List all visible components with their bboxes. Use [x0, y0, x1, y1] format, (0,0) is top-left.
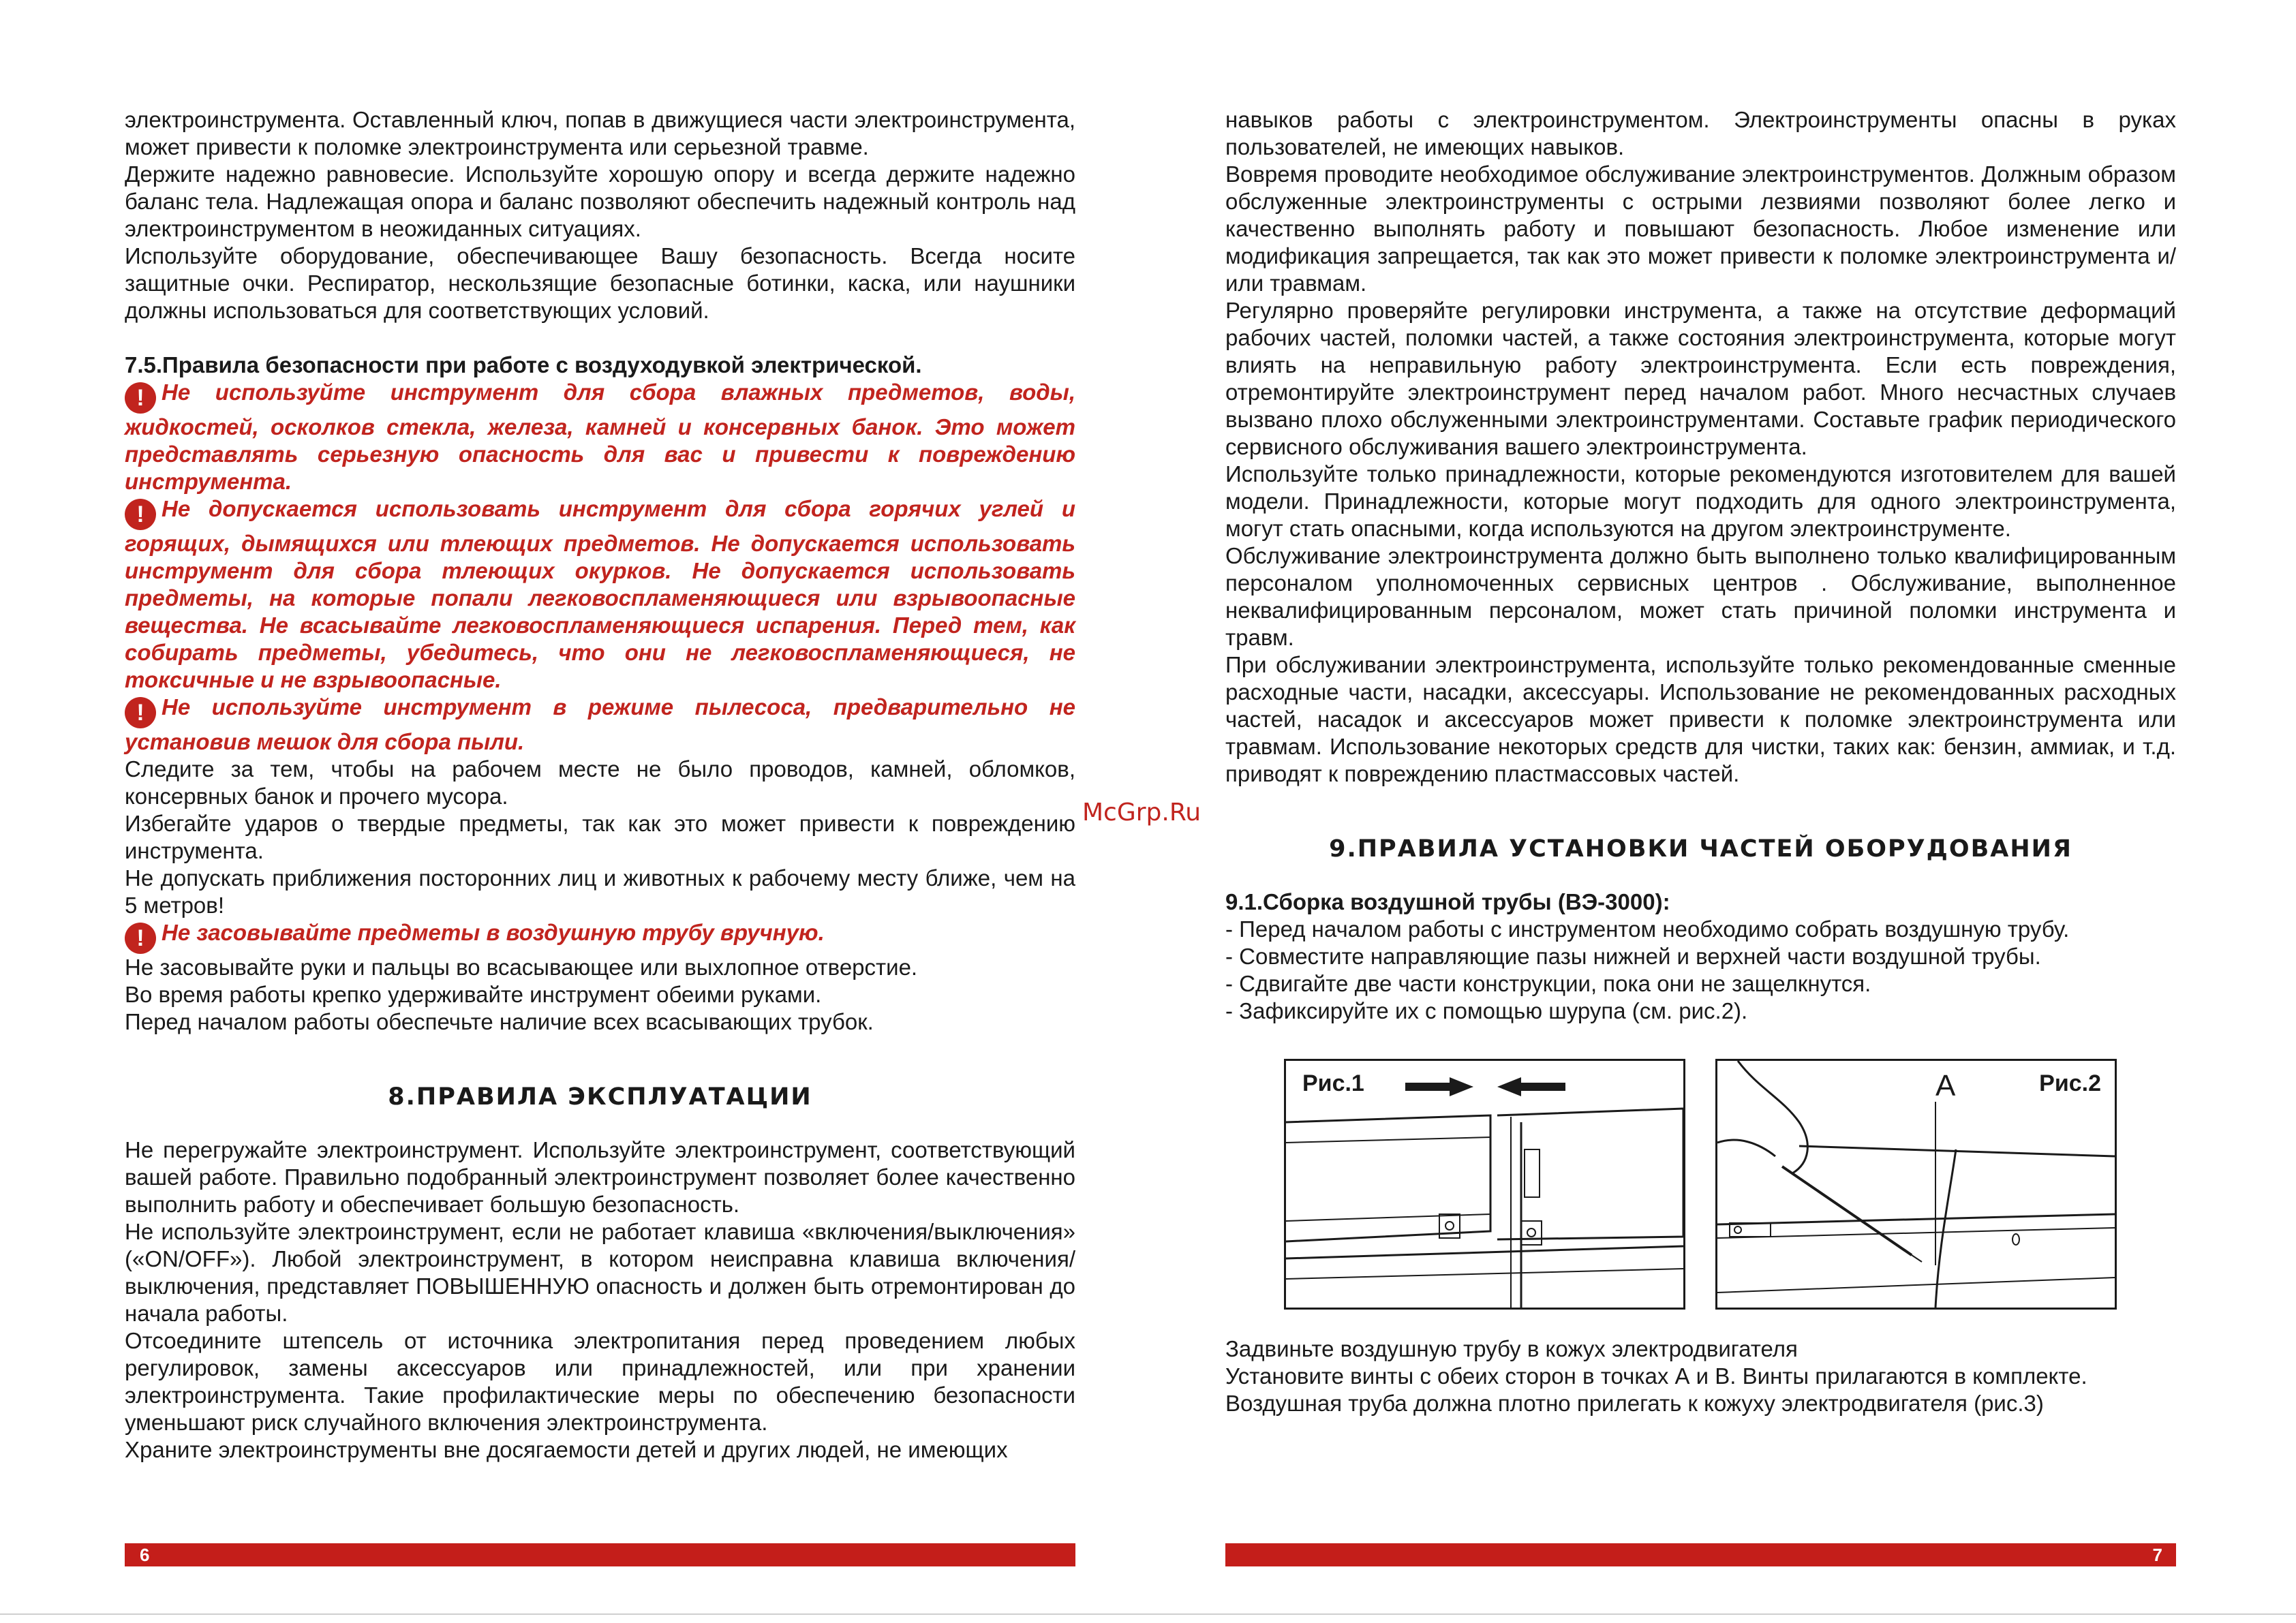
- caption-line: Задвиньте воздушную трубу в кожух электродвигателя: [1225, 1336, 1798, 1361]
- paragraph: Не засовывайте руки и пальцы во всасывающее или выхлопное отверстие.: [125, 955, 918, 980]
- list-item: - Совместите направляющие пазы нижней и верхней части воздушной трубы.: [1225, 944, 2041, 969]
- figure-2-point-label: А: [1935, 1069, 1956, 1102]
- right-page-content: [1225, 106, 2176, 1417]
- exclamation-circle-icon: !: [125, 697, 156, 728]
- footer-bar-right: [1225, 1543, 2176, 1566]
- paragraph: Держите надежно равновесие. Используйте хорошую опору и всегда держите надежно баланс тела. Надлежащая опора и баланс позволяют обеспечить надежный контроль над электроинструментом в неожиданных ситуациях.: [125, 161, 1075, 241]
- paragraph: Обслуживание электроинструмента должно быть выполнено только квалифицированным персоналом уполномоченных сервисных центров . Обслуживание, выполненное неквалифицированным персоналом, может стать причиной поломки инструмента и травм.: [1225, 543, 2176, 650]
- exclamation-circle-icon: !: [125, 382, 156, 414]
- paragraph: Не допускать приближения посторонних лиц и животных к рабочему месту ближе, чем на 5 метров!: [125, 865, 1075, 918]
- left-page-content: [125, 106, 1075, 1464]
- paragraph: Используйте только принадлежности, которые рекомендуются изготовителем для вашей модели. Принадлежности, которые могут подходить для одного электроинструмента, могут стать опасными, когда используются на другом электроинструменте.: [1225, 461, 2176, 541]
- warning-text: Не используйте инструмент для сбора влажных предметов, воды, жидкостей, осколков стекла, железа, камней и консервных банок. Это может представлять серьезную опасность для вас и привести к повреждению инструмента.: [125, 380, 1075, 494]
- section-title-8: 8.ПРАВИЛА ЭКСПЛУАТАЦИИ: [388, 1083, 812, 1111]
- footer-bar-left: [125, 1543, 1075, 1566]
- figure-1-drawing: [1286, 1061, 1683, 1308]
- caption-line: Установите винты с обеих сторон в точках А и В. Винты прилагаются в комплекте.: [1225, 1363, 2087, 1389]
- paragraph: Регулярно проверяйте регулировки инструмента, а также на отсутствие деформаций рабочих частей, поломки частей, а также состояния электроинструмента, которые могут влиять на неправильную работу электроинструмента. Если есть повреждения, отремонтируйте электроинструмент перед началом работ. Много несчастных случаев вызвано плохо обслуженными электроинструментами. Составьте график периодического сервисного обслуживания вашего электроинструмента.: [1225, 298, 2176, 459]
- warning-text: Не допускается использовать инструмент для сбора горячих углей и горящих, дымящихся или тлеющих предметов. Не допускается использовать инструмент для сбора тлеющих окурков. Не допускается использовать предметы, на которые попали легковоспламеняющиеся или взрывоопасные вещества. Не всасывайте легковоспламеняющиеся испарения. Перед тем, как собирать предметы, убедитесь, что они не легковоспламеняющиеся, не токсичные и не взрывоопасные.: [125, 496, 1075, 692]
- subsection-title-7-5: 7.5.Правила безопасности при работе с воздуходувкой электрической.: [125, 352, 922, 377]
- figure-2-label: Рис.2: [2039, 1070, 2101, 1096]
- warning-item: [125, 495, 1075, 694]
- figures: [1225, 1059, 2176, 1318]
- paragraph: Следите за тем, чтобы на рабочем месте не было проводов, камней, обломков, консервных банок и прочего мусора.: [125, 756, 1075, 809]
- paragraph: Избегайте ударов о твердые предметы, так как это может привести к повреждению инструмента.: [125, 811, 1075, 863]
- paragraph: электроинструмента. Оставленный ключ, попав в движущиеся части электроинструмента, может привести к поломке электроинструмента или серьезной травме.: [125, 107, 1075, 159]
- warning-text: Не засовывайте предметы в воздушную трубу вручную.: [162, 920, 825, 945]
- paragraph: Перед началом работы обеспечьте наличие всех всасывающих трубок.: [125, 1009, 874, 1034]
- paragraph: навыков работы с электроинструментом. Электроинструменты опасны в руках пользователей, не имеющих навыков.: [1225, 107, 2176, 159]
- page-number: 7: [2152, 1545, 2162, 1565]
- paragraph: Используйте оборудование, обеспечивающее Вашу безопасность. Всегда носите защитные очки. Респиратор, нескользящие безопасные ботинки, каска, или наушники должны использоваться для соответствующих условий.: [125, 243, 1075, 323]
- exclamation-circle-icon: !: [125, 923, 156, 954]
- paragraph: Вовремя проводите необходимое обслуживание электроинструментов. Должным образом обслуженные электроинструменты с острыми лезвиями позволяют более легко и качественно выполнять работу и повышают безопасность. Любое изменение или модификация запрещается, так как это может привести к поломке электроинструмента и/или травмам.: [1225, 161, 2176, 296]
- figure-2: [1715, 1059, 2117, 1310]
- list-item: - Перед началом работы с инструментом необходимо собрать воздушную трубу.: [1225, 916, 2070, 942]
- paragraph: Во время работы крепко удерживайте инструмент обеими руками.: [125, 982, 822, 1007]
- page-number: 6: [140, 1545, 150, 1565]
- warning-item: [125, 919, 1075, 954]
- figure-2-drawing: [1717, 1061, 2115, 1308]
- paragraph: При обслуживании электроинструмента, используйте только рекомендованные сменные расходные части, насадки, аксессуары. Использование не рекомендованных расходных частей, насадок и аксессуаров может привести к поломке электроинструмента или травмам. Использование некоторых средств для чистки, таких как: бензин, аммиак, и т.д. приводят к повреждению пластмассовых частей.: [1225, 652, 2176, 786]
- warning-item: [125, 379, 1075, 495]
- paragraph: Не используйте электроинструмент, если не работает клавиша «включения/выключения» («ON/OFF»). Любой электроинструмент, в котором неисправна клавиша включения/выключения, представляет ПОВЫШЕННУЮ опасность и должен быть отремонтирован до начала работы.: [125, 1219, 1075, 1326]
- page-bottom-divider: [0, 1613, 2296, 1615]
- paragraph: Отсоедините штепсель от источника электропитания перед проведением любых регулировок, замены аксессуаров или принадлежностей, или при хранении электроинструмента. Такие профилактические меры по обеспечению безопасности уменьшают риск случайного включения электроинструмента.: [125, 1328, 1075, 1435]
- right-page: [1148, 0, 2296, 1623]
- subsection-title-9-1: 9.1.Сборка воздушной трубы (ВЭ-3000):: [1225, 889, 1670, 914]
- paragraph: Не перегружайте электроинструмент. Используйте электроинструмент, соответствующий вашей работе. Правильно подобранный электроинструмент позволяет более качественно выполнить работу и обеспечивает большую безопасность.: [125, 1137, 1075, 1217]
- list-item: - Сдвигайте две части конструкции, пока они не защелкнутся.: [1225, 971, 1871, 996]
- warning-item: [125, 694, 1075, 756]
- warning-text: Не используйте инструмент в режиме пылесоса, предварительно не установив мешок для сбора пыли.: [125, 694, 1075, 754]
- caption-line: Воздушная труба должна плотно прилегать к кожуху электродвигателя (рис.3): [1225, 1391, 2044, 1416]
- figure-1-label: Рис.1: [1302, 1070, 1364, 1096]
- figure-1: [1284, 1059, 1685, 1310]
- exclamation-circle-icon: !: [125, 499, 156, 530]
- list-item: - Зафиксируйте их с помощью шурупа (см. рис.2).: [1225, 998, 1748, 1023]
- watermark: McGrp.Ru: [1082, 799, 1201, 826]
- paragraph: Храните электроинструменты вне досягаемости детей и других людей, не имеющих: [125, 1437, 1008, 1462]
- section-title-9: 9.ПРАВИЛА УСТАНОВКИ ЧАСТЕЙ ОБОРУДОВАНИЯ: [1329, 835, 2072, 863]
